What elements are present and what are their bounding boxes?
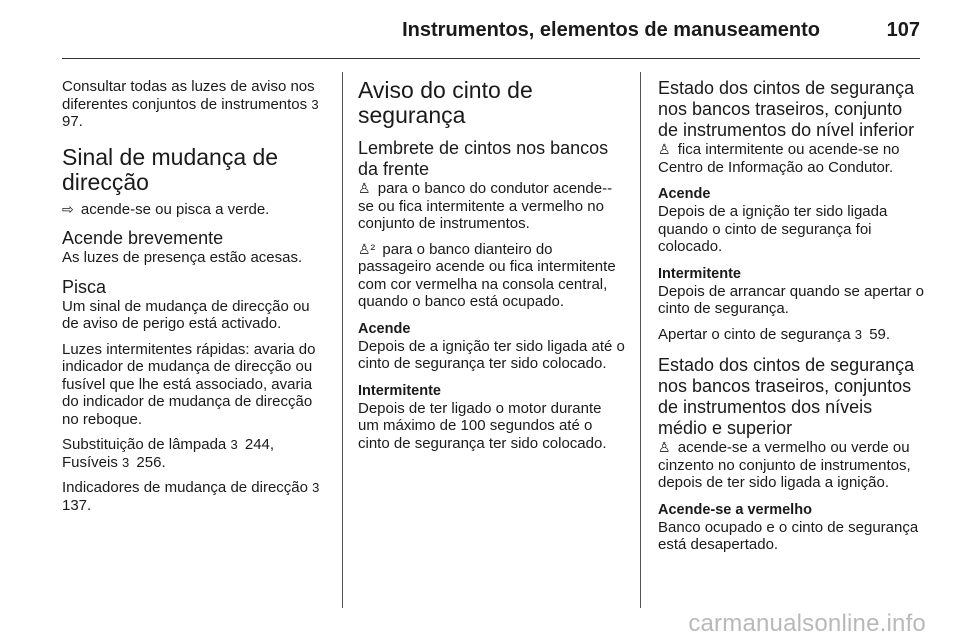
- paragraph: Um sinal de mudança de direcção ou de aviso de perigo está activado.: [62, 297, 310, 332]
- subheading-pisca: Pisca: [62, 276, 107, 297]
- label-acende: Acende: [658, 186, 711, 202]
- seatbelt-icon: ♙: [658, 141, 671, 157]
- column-divider: [640, 72, 641, 608]
- cross-reference-icon: 3: [854, 326, 863, 342]
- subheading-acende-brevemente: Acende brevemente: [62, 228, 224, 248]
- subheading-front-seats: Lembrete de cintos nos bancos da frente: [358, 138, 609, 179]
- passenger-seatbelt-icon: ♙²: [358, 240, 376, 257]
- page-header: [62, 0, 920, 59]
- reference-paragraph: Apertar o cinto de segurança 3 59.: [658, 325, 891, 343]
- reference-paragraph: Indicadores de mudança de direcção 3 137.: [62, 479, 320, 514]
- turn-signal-paragraph: ⇨ acende-se ou pisca a verde.: [62, 200, 270, 218]
- label-intermitente: Intermitente: [358, 382, 441, 399]
- label-intermitente: Intermitente: [658, 265, 741, 282]
- cross-reference-icon: 3: [230, 437, 238, 452]
- seatbelt-icon: ♙: [658, 439, 671, 455]
- label-acende-vermelho: Acende-se a vermelho: [658, 501, 812, 518]
- reference-paragraph: Substituição de lâmpada 3 244, Fusíveis 3 256.: [62, 436, 275, 471]
- watermark: carmanualsonline.info: [688, 610, 926, 637]
- cross-reference-icon: 3: [122, 454, 130, 470]
- paragraph: Depois de arrancar quando se apertar o cinto de segurança.: [658, 282, 925, 317]
- paragraph: ♙² para o banco dianteiro do passageiro acende ou fica intermitente com cor vermelha na consola central, quando o banco está ocupado.: [358, 240, 616, 310]
- paragraph: ♙ para o banco do condutor acende--se ou fica intermitente a vermelho no conjunto de instrumentos.: [358, 180, 613, 232]
- paragraph: Depois de ter ligado o motor durante um máximo de 100 segundos até o cinto de segurança ter sido colocado.: [358, 399, 607, 452]
- section-heading-turn-signal: Sinal de mudança de direcção: [62, 143, 279, 195]
- column-right: [658, 78, 926, 608]
- subheading-rear-seatbelt-lower: Estado dos cintos de segurança nos bancos traseiros, conjunto de instrumentos do nível inferior: [658, 78, 915, 140]
- subheading-rear-seatbelt-mid-upper: Estado dos cintos de segurança nos bancos traseiros, conjuntos de instrumentos dos níveis médio e superior: [658, 355, 915, 438]
- paragraph: Luzes intermitentes rápidas: avaria do indicador de mudança de direcção ou fusível que lhe está associado, avaria do indicador de mudança de direcção no reboque.: [62, 340, 316, 428]
- section-heading-seatbelt-warning: Aviso do cinto de segurança: [358, 77, 533, 128]
- paragraph: Depois de a ignição ter sido ligada até o cinto de segurança ter sido colocado.: [358, 337, 625, 372]
- paragraph: ♙ fica intermitente ou acende-se no Centro de Informação ao Condutor.: [658, 141, 900, 176]
- seatbelt-icon: ♙: [358, 180, 371, 196]
- cross-reference-icon: 3: [311, 96, 319, 112]
- column-divider: [342, 72, 343, 608]
- page-number: 107: [886, 19, 920, 41]
- label-acende: Acende: [358, 320, 411, 337]
- page-title: Instrumentos, elementos de manuseamento: [402, 19, 820, 41]
- paragraph: Depois de a ignição ter sido ligada quando o cinto de segurança foi colocado.: [658, 203, 888, 255]
- turn-signal-icon: ⇨: [62, 200, 74, 217]
- paragraph: Banco ocupado e o cinto de segurança está desapertado.: [658, 518, 919, 553]
- paragraph: ♙ acende-se a vermelho ou verde ou cinzento no conjunto de instrumentos, depois de ter sido ligada a ignição.: [658, 439, 911, 491]
- paragraph: As luzes de presença estão acesas.: [62, 249, 303, 266]
- cross-reference-icon: 3: [312, 480, 320, 495]
- column-middle: [358, 78, 626, 608]
- column-left: [62, 78, 328, 608]
- intro-paragraph: Consultar todas as luzes de aviso nos diferentes conjuntos de instrumentos 3 97.: [62, 78, 319, 130]
